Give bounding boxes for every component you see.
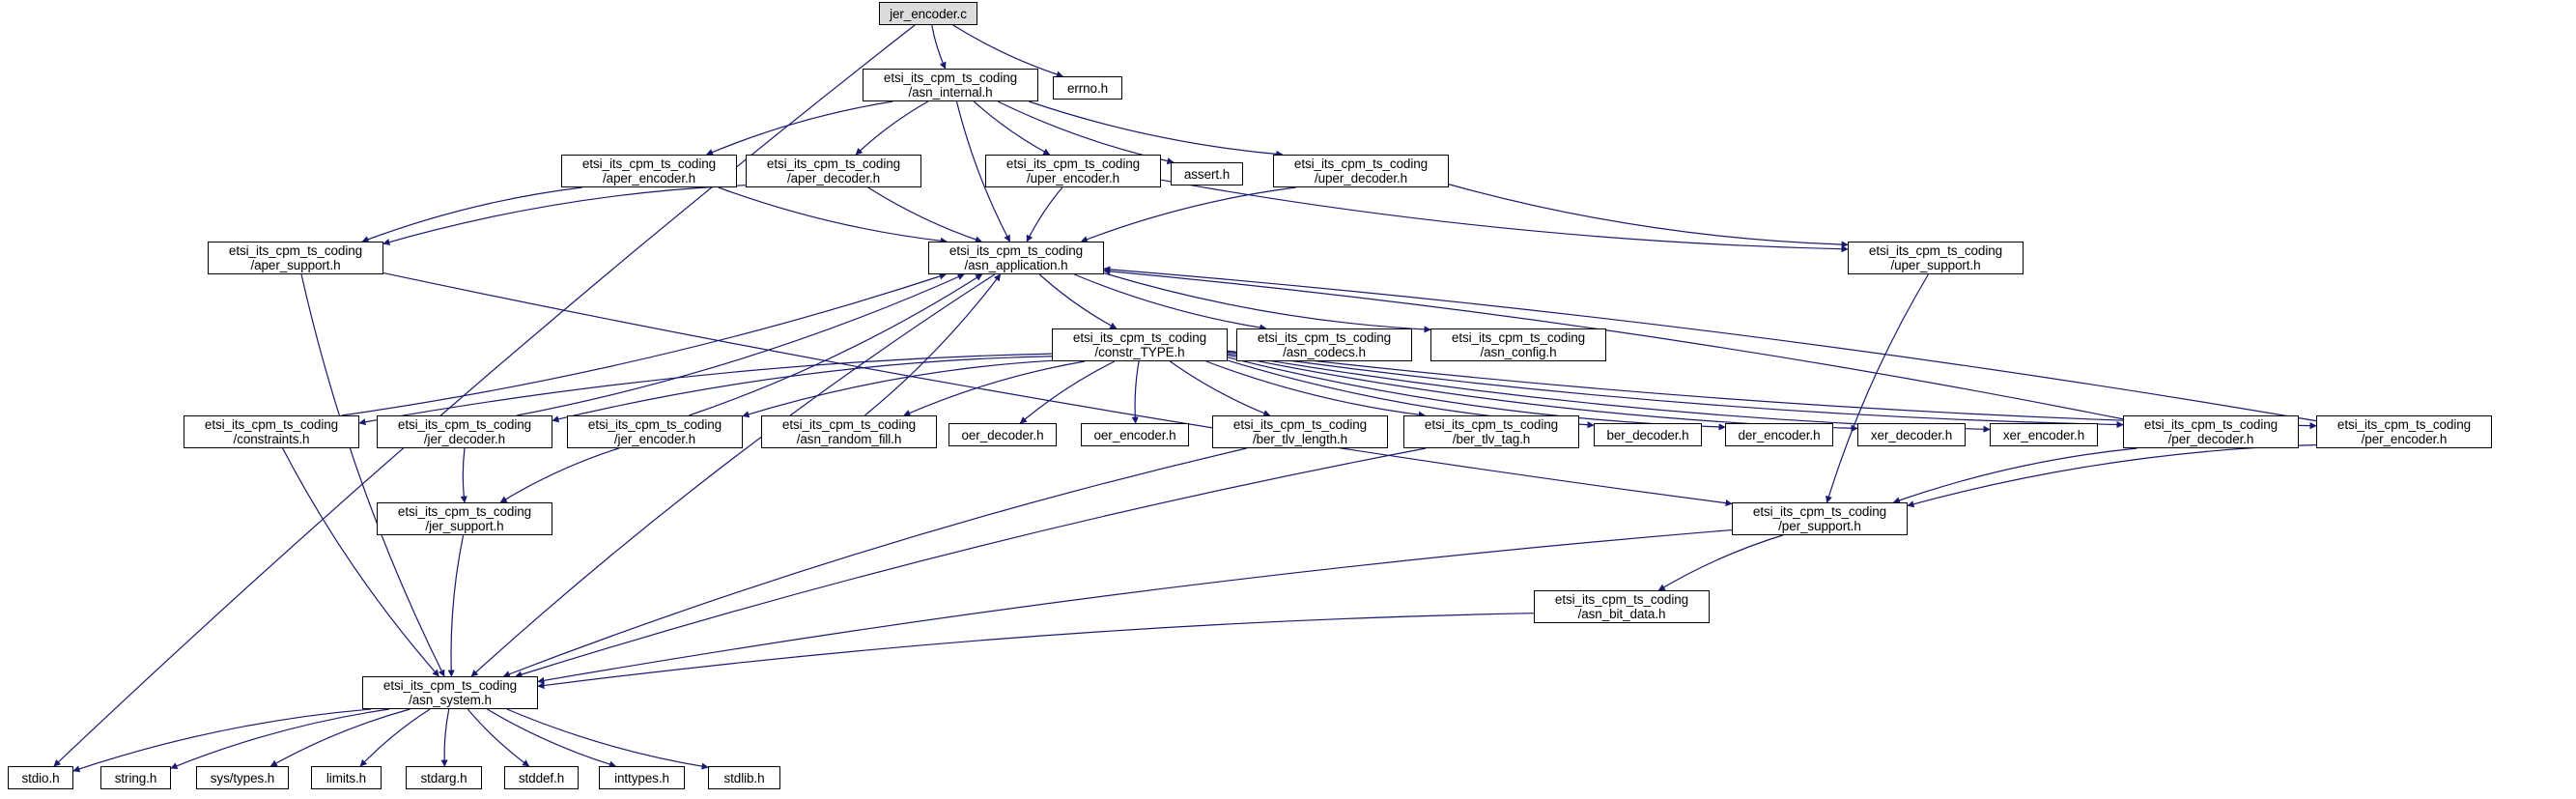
node-label-line: /aper_decoder.h: [786, 171, 881, 185]
graph-edge: [1658, 535, 1782, 590]
node-label-line: /asn_random_fill.h: [796, 432, 902, 446]
node-label-line: stddef.h: [518, 770, 565, 785]
node-label-line: etsi_its_cpm_ts_coding: [948, 243, 1084, 258]
graph-edge: [1020, 361, 1115, 423]
graph-node-constraints[interactable]: [184, 415, 359, 448]
node-label-line: sys/types.h: [210, 770, 275, 785]
graph-edge: [538, 614, 1534, 687]
node-label-line: etsi_its_cpm_ts_coding: [1293, 157, 1429, 171]
graph-node-ber_tlv_tag[interactable]: [1403, 415, 1579, 448]
graph-edge: [1894, 448, 2137, 502]
graph-edge: [516, 448, 1426, 676]
graph-edge: [301, 274, 444, 676]
graph-edge: [552, 357, 1052, 421]
graph-edge: [270, 709, 410, 766]
graph-edge: [1104, 273, 1430, 330]
graph-node-errno[interactable]: [1053, 76, 1122, 100]
node-label-line: /ber_tlv_length.h: [1252, 432, 1348, 446]
graph-edge: [362, 187, 582, 242]
graph-edge: [487, 709, 615, 766]
graph-edge: [1074, 274, 1265, 328]
graph-edge: [517, 274, 964, 415]
node-label-line: /asn_system.h: [409, 693, 492, 707]
graph-node-uper_encoder[interactable]: [985, 155, 1161, 187]
graph-edge: [171, 709, 389, 768]
node-label-line: etsi_its_cpm_ts_coding: [2336, 417, 2472, 432]
node-label-line: oer_decoder.h: [961, 427, 1044, 442]
graph-edge: [383, 185, 746, 244]
graph-edge: [974, 101, 1049, 155]
graph-node-xer_encoder[interactable]: [1990, 423, 2098, 446]
graph-edge: [1228, 352, 2123, 424]
node-label-line: etsi_its_cpm_ts_coding: [1232, 417, 1368, 432]
graph-node-asn_internal[interactable]: [863, 69, 1038, 101]
graph-edge: [463, 448, 465, 502]
graph-node-jer_decoder[interactable]: [377, 415, 552, 448]
node-label-line: etsi_its_cpm_ts_coding: [781, 417, 917, 432]
node-label-line: etsi_its_cpm_ts_coding: [1752, 504, 1887, 519]
graph-edge: [932, 25, 946, 69]
graph-edge: [998, 101, 1174, 162]
graph-node-asn_random_fill[interactable]: [761, 415, 937, 448]
graph-node-aper_encoder[interactable]: [561, 155, 737, 187]
graph-node-asn_system[interactable]: [362, 676, 538, 709]
graph-edge: [1039, 274, 1117, 328]
graph-node-per_encoder[interactable]: [2316, 415, 2492, 448]
graph-edge: [1206, 361, 1425, 415]
graph-edge: [383, 273, 1732, 504]
graph-node-stdio[interactable]: [8, 766, 73, 789]
graph-node-uper_support[interactable]: [1848, 242, 2024, 274]
graph-node-ber_tlv_length[interactable]: [1212, 415, 1388, 448]
graph-node-jer_support[interactable]: [377, 502, 552, 535]
graph-edge: [689, 274, 981, 415]
graph-node-xer_decoder[interactable]: [1857, 423, 1966, 446]
graph-node-oer_decoder[interactable]: [948, 423, 1057, 446]
graph-edge: [719, 187, 947, 242]
node-label-line: etsi_its_cpm_ts_coding: [1005, 157, 1141, 171]
node-label-line: stdio.h: [21, 770, 60, 785]
node-label-line: etsi_its_cpm_ts_coding: [1554, 592, 1689, 607]
graph-node-der_encoder[interactable]: [1725, 423, 1833, 446]
graph-node-jer_encoder_c[interactable]: [879, 2, 977, 25]
graph-edge: [868, 187, 982, 242]
node-label-line: /ber_tlv_tag.h: [1452, 432, 1531, 446]
graph-node-asn_codecs[interactable]: [1236, 328, 1412, 361]
graph-node-per_support[interactable]: [1732, 502, 1908, 535]
graph-edge: [500, 448, 619, 502]
graph-edge: [1027, 187, 1062, 242]
graph-edge: [864, 274, 1000, 415]
node-label-line: xer_decoder.h: [1870, 427, 1953, 442]
graph-edge: [73, 709, 371, 771]
graph-edge: [283, 448, 439, 676]
graph-edge: [444, 709, 449, 766]
graph-edge: [1908, 445, 2316, 506]
graph-node-sys_types[interactable]: [196, 766, 289, 789]
node-label-line: /asn_codecs.h: [1283, 345, 1366, 359]
node-label-line: etsi_its_cpm_ts_coding: [1868, 243, 2003, 258]
node-label-line: etsi_its_cpm_ts_coding: [587, 417, 722, 432]
node-label-line: etsi_its_cpm_ts_coding: [397, 417, 532, 432]
node-label-line: /per_encoder.h: [2361, 432, 2448, 446]
graph-node-aper_decoder[interactable]: [746, 155, 921, 187]
node-label-line: etsi_its_cpm_ts_coding: [1072, 330, 1207, 345]
graph-node-asn_config[interactable]: [1430, 328, 1606, 361]
node-label-line: etsi_its_cpm_ts_coding: [883, 71, 1018, 85]
node-label-line: /constraints.h: [233, 432, 310, 446]
graph-node-limits[interactable]: [311, 766, 382, 789]
graph-node-inttypes[interactable]: [599, 766, 685, 789]
graph-edge: [856, 101, 928, 155]
node-label-line: etsi_its_cpm_ts_coding: [766, 157, 901, 171]
node-label-line: /asn_internal.h: [908, 85, 993, 100]
node-label-line: errno.h: [1066, 80, 1109, 96]
node-label-line: ber_decoder.h: [1606, 427, 1689, 442]
graph-node-string[interactable]: [100, 766, 171, 789]
graph-node-ber_decoder[interactable]: [1594, 423, 1702, 446]
node-label-line: etsi_its_cpm_ts_coding: [397, 504, 532, 519]
graph-edge: [471, 274, 995, 676]
node-label-line: /uper_decoder.h: [1314, 171, 1408, 185]
node-label-line: /asn_bit_data.h: [1577, 607, 1666, 621]
graph-node-oer_encoder[interactable]: [1081, 423, 1189, 446]
graph-node-stdarg[interactable]: [406, 766, 482, 789]
node-label-line: etsi_its_cpm_ts_coding: [1451, 330, 1586, 345]
node-label-line: /per_support.h: [1778, 519, 1861, 533]
graph-node-constr_TYPE[interactable]: [1052, 328, 1228, 361]
graph-edge: [1449, 185, 1848, 244]
node-label-line: xer_encoder.h: [2002, 427, 2085, 442]
graph-node-stddef[interactable]: [504, 766, 579, 789]
graph-edge: [1161, 180, 1848, 249]
node-label-line: /constr_TYPE.h: [1094, 345, 1185, 359]
graph-edge: [1029, 101, 1283, 155]
node-label-line: /per_decoder.h: [2167, 432, 2254, 446]
graph-node-aper_support[interactable]: [208, 242, 383, 274]
graph-edge: [359, 354, 1052, 423]
node-label-line: /jer_support.h: [425, 519, 504, 533]
node-label-line: /uper_support.h: [1890, 258, 1981, 272]
graph-node-jer_encoder_h[interactable]: [567, 415, 743, 448]
node-label-line: etsi_its_cpm_ts_coding: [1257, 330, 1392, 345]
node-label-line: etsi_its_cpm_ts_coding: [382, 678, 518, 693]
node-label-line: stdlib.h: [723, 770, 765, 785]
node-label-line: etsi_its_cpm_ts_coding: [581, 157, 717, 171]
graph-edge: [451, 535, 464, 676]
node-label-line: /asn_application.h: [964, 258, 1068, 272]
node-label-line: /aper_support.h: [250, 258, 341, 272]
graph-edge: [1170, 361, 1269, 415]
graph-edge: [743, 360, 1052, 415]
node-label-line: etsi_its_cpm_ts_coding: [204, 417, 339, 432]
graph-edge: [1827, 274, 1929, 502]
graph-node-asn_bit_data[interactable]: [1534, 590, 1710, 623]
node-label-line: etsi_its_cpm_ts_coding: [228, 243, 363, 258]
node-label-line: oer_encoder.h: [1093, 427, 1176, 442]
node-label-line: der_encoder.h: [1738, 427, 1821, 442]
node-label-line: assert.h: [1183, 166, 1231, 182]
node-label-line: /aper_encoder.h: [602, 171, 696, 185]
graph-edge: [1081, 187, 1295, 242]
node-label-line: inttypes.h: [614, 770, 669, 785]
node-label-line: limits.h: [326, 770, 367, 785]
graph-edge: [904, 361, 1085, 415]
graph-edge: [54, 25, 915, 766]
graph-node-stdlib[interactable]: [708, 766, 780, 789]
node-label-line: /jer_encoder.h: [613, 432, 696, 446]
graph-node-assert[interactable]: [1171, 162, 1243, 185]
graph-node-uper_decoder[interactable]: [1273, 155, 1449, 187]
node-label-line: etsi_its_cpm_ts_coding: [2143, 417, 2279, 432]
graph-edge: [503, 448, 1246, 676]
node-label-line: /asn_config.h: [1480, 345, 1557, 359]
graph-edge: [507, 709, 708, 767]
node-label-line: string.h: [114, 770, 157, 785]
node-label-line: stdarg.h: [420, 770, 467, 785]
graph-edge: [342, 274, 946, 415]
graph-edge: [467, 709, 528, 766]
graph-edge: [707, 101, 893, 155]
graph-edge: [1135, 361, 1139, 423]
node-label-line: /jer_decoder.h: [423, 432, 506, 446]
node-label-line: /uper_encoder.h: [1026, 171, 1120, 185]
graph-edge: [360, 709, 430, 766]
node-label-line: jer_encoder.c: [890, 6, 967, 21]
graph-node-asn_application[interactable]: [928, 242, 1104, 274]
graph-node-per_decoder[interactable]: [2123, 415, 2299, 448]
node-label-line: etsi_its_cpm_ts_coding: [1424, 417, 1559, 432]
